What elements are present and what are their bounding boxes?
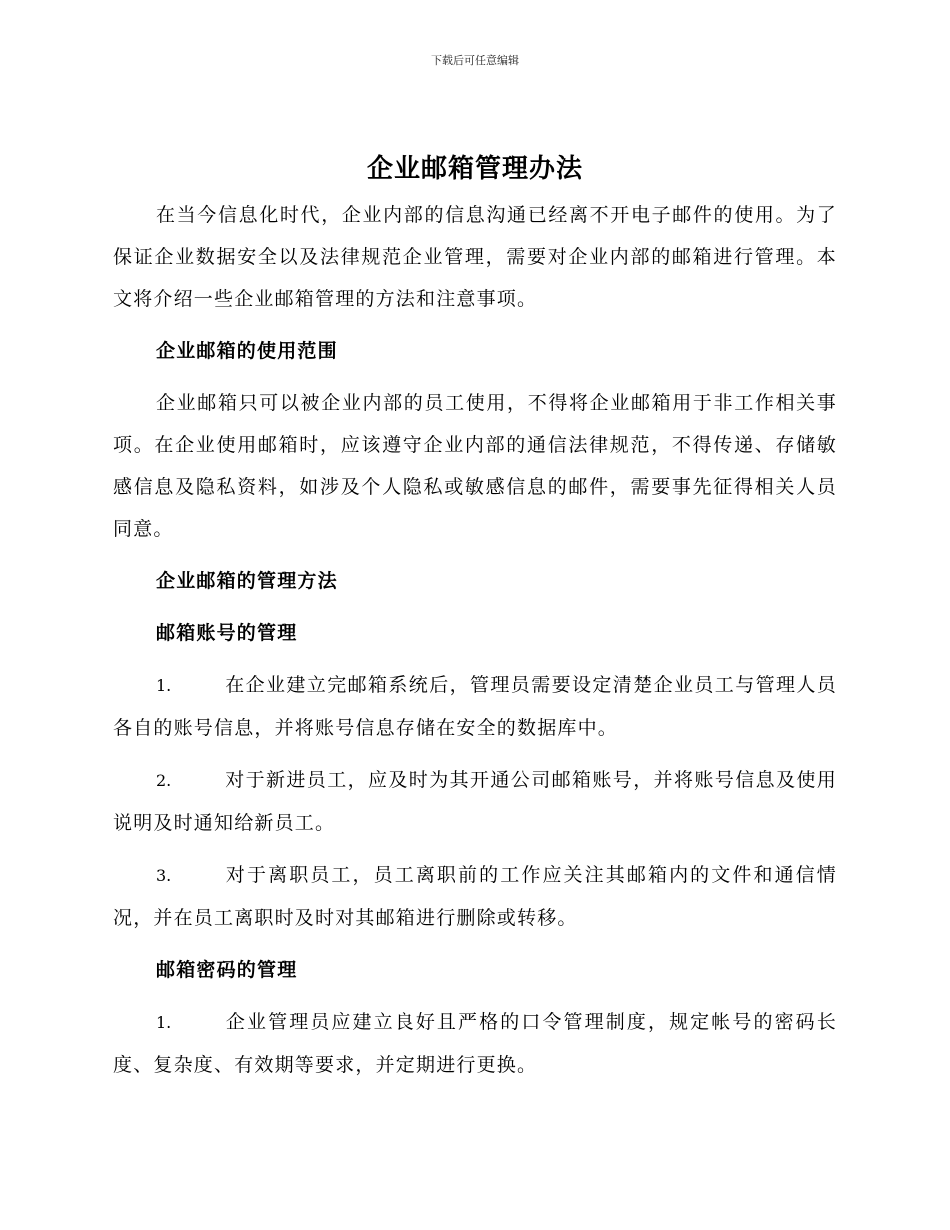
spacer (113, 991, 837, 1001)
list-item (113, 664, 837, 749)
list-item (113, 1001, 837, 1086)
list-number: 1. (156, 676, 172, 695)
list-item-text: 企业管理员应建立良好且严格的口令管理制度，规定帐号的密码长度、复杂度、有效期等要求，并定期进行更换。 (113, 1011, 837, 1076)
spacer (113, 602, 837, 612)
list-item-text: 对于新进员工，应及时为其开通公司邮箱账号，并将账号信息及使用说明及时通知给新员工。 (113, 769, 837, 834)
page-header: 下载后可任意编辑 (431, 54, 519, 67)
spacer (113, 372, 837, 382)
subsection-heading-passwords: 邮箱密码的管理 (156, 959, 298, 981)
subsection-heading-accounts: 邮箱账号的管理 (156, 622, 298, 644)
document-title: 企业邮箱管理办法 (366, 154, 583, 184)
scope-paragraph: 企业邮箱只可以被企业内部的员工使用，不得将企业邮箱用于非工作相关事项。在企业使用邮箱时，应该遵守企业内部的通信法律规范，不得传递、存储敏感信息及隐私资料，如涉及个人隐私或敏感信息的邮件，需要事先征得相关人员同意。 (113, 392, 837, 540)
section-heading-scope: 企业邮箱的使用范围 (156, 340, 338, 362)
list-item-text: 在企业建立完邮箱系统后，管理员需要设定清楚企业员工与管理人员各自的账号信息，并将账号信息存储在安全的数据库中。 (113, 674, 837, 739)
list-number: 1. (156, 1013, 172, 1032)
list-item (113, 759, 837, 844)
spacer (113, 654, 837, 664)
list-number: 3. (156, 866, 172, 885)
spacer (113, 939, 837, 949)
list-item (113, 854, 837, 939)
spacer (113, 749, 837, 759)
intro-paragraph: 在当今信息化时代，企业内部的信息沟通已经离不开电子邮件的使用。为了保证企业数据安全以及法律规范企业管理，需要对企业内部的邮箱进行管理。本文将介绍一些企业邮箱管理的方法和注意事项。 (113, 204, 837, 310)
document-body (113, 194, 837, 1086)
section-heading-methods: 企业邮箱的管理方法 (156, 570, 338, 592)
list-item-text: 对于离职员工，员工离职前的工作应关注其邮箱内的文件和通信情况，并在员工离职时及时对其邮箱进行删除或转移。 (113, 864, 837, 929)
list-number: 2. (156, 771, 172, 790)
spacer (113, 550, 837, 560)
spacer (113, 844, 837, 854)
